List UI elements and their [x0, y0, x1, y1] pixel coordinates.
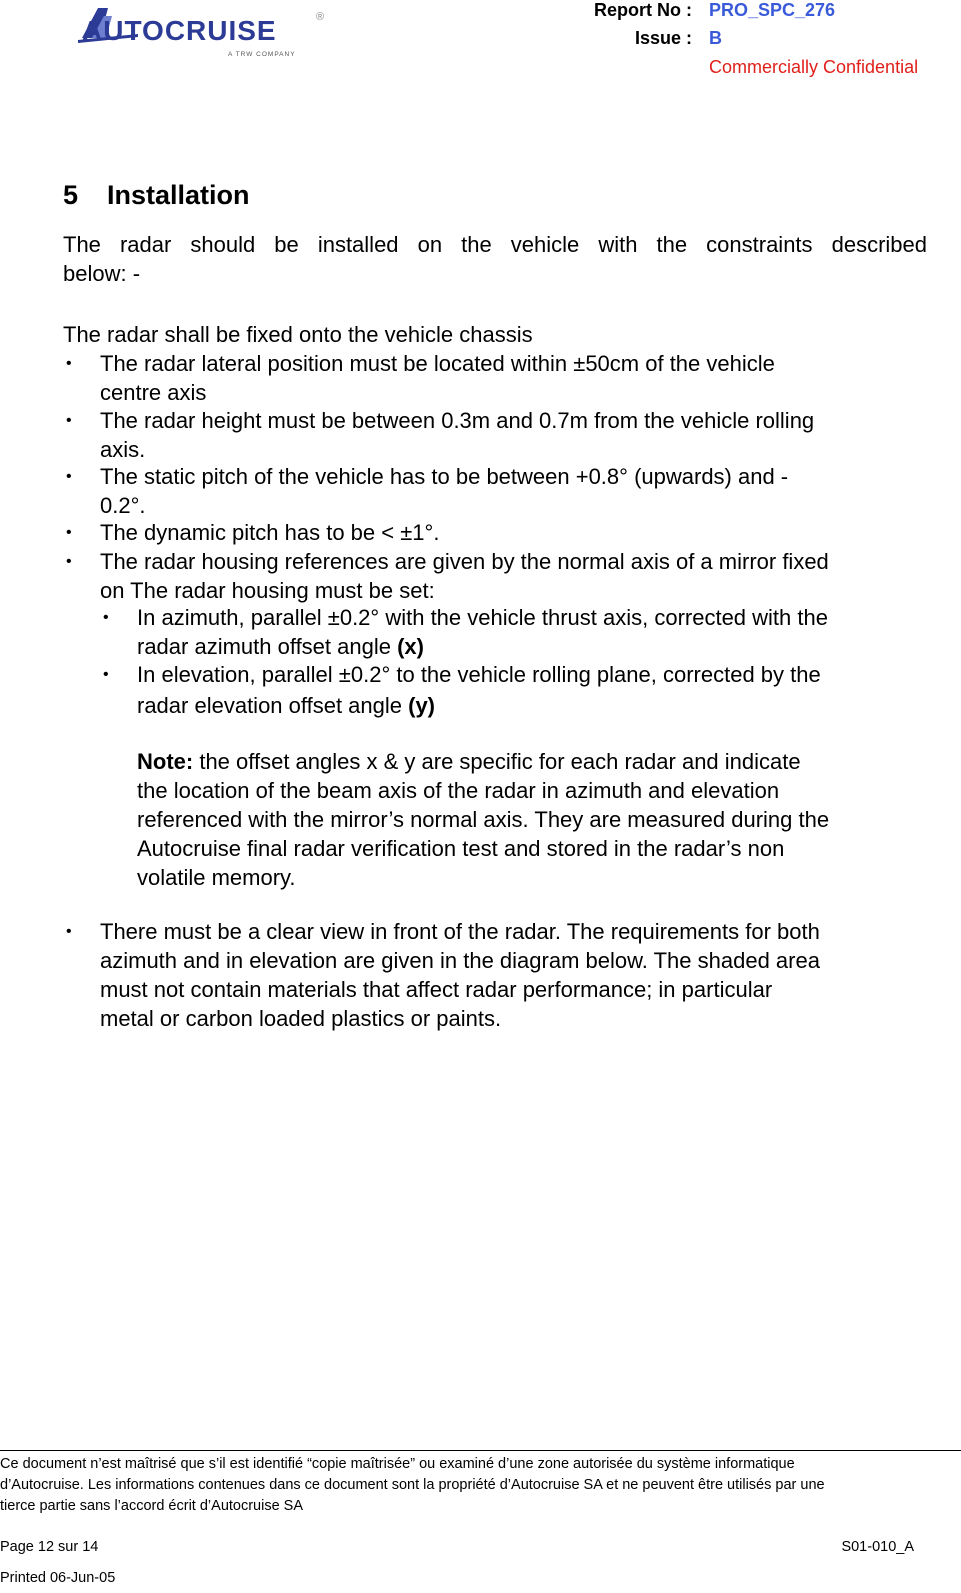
list-item-line: must not contain materials that affect radar performance; in particular — [100, 977, 773, 1002]
bullet-icon: • — [66, 524, 72, 541]
sub-list-item — [103, 660, 937, 720]
footer-divider — [0, 1450, 961, 1451]
bullet-icon: • — [66, 412, 72, 429]
bullet-icon: • — [66, 923, 72, 940]
autocruise-logo — [78, 4, 328, 60]
note-line: volatile memory. — [137, 865, 296, 890]
list-item-line: The radar lateral position must be located within ±50cm of the vehicle — [100, 351, 775, 376]
bullet-icon: • — [66, 468, 72, 485]
note-block — [137, 747, 937, 892]
section-heading — [63, 180, 250, 211]
printed-date: Printed 06-Jun-05 — [0, 1570, 116, 1586]
list-item-line: radar azimuth offset angle — [137, 634, 398, 659]
list-item-line: The static pitch of the vehicle has to be between +0.8° (upwards) and - — [100, 464, 789, 489]
note-label: Note: — [137, 749, 194, 774]
sub-list-item — [103, 603, 937, 661]
list-item — [66, 349, 930, 407]
intro-line-1: The radar should be installed on the vehicle with the constraints described — [63, 232, 927, 257]
intro-line-2: below: - — [63, 261, 141, 286]
offset-angle-x: (x) — [397, 634, 424, 659]
note-line: Autocruise final radar verification test and stored in the radar’s non — [137, 836, 785, 861]
note-line: the location of the beam axis of the radar in azimuth and elevation — [137, 778, 780, 803]
list-item-line: The radar housing references are given by the normal axis of a mirror fixed — [100, 549, 829, 574]
list-item — [66, 547, 930, 605]
bullet-icon: • — [66, 355, 72, 372]
list-item — [66, 518, 930, 547]
bullet-icon: • — [66, 553, 72, 570]
list-item-line: radar elevation offset angle — [137, 693, 409, 718]
list-item-line: centre axis — [100, 380, 207, 405]
disclaimer-line: d’Autocruise. Les informations contenues dans ce document sont la propriété d’Autocruise SA et ne peuvent être utilisés par une — [0, 1477, 825, 1493]
list-item-line: azimuth and in elevation are given in the diagram below. The shaded area — [100, 948, 820, 973]
logo-wordmark: AUTOCRUISE — [82, 15, 277, 46]
registered-mark-icon: ® — [316, 11, 325, 23]
disclaimer-line: Ce document n’est maîtrisé que s’il est identifié “copie maîtrisée” ou examiné d’une zone autorisée du système informatique — [0, 1456, 795, 1472]
list-item-line: In elevation, parallel ±0.2° to the vehicle rolling plane, corrected by the — [137, 662, 821, 687]
list-item — [66, 462, 930, 520]
list-item-line: There must be a clear view in front of the radar. The requirements for both — [100, 919, 820, 944]
page-number: Page 12 sur 14 — [0, 1539, 99, 1555]
list-item-line: metal or carbon loaded plastics or paints. — [100, 1006, 502, 1031]
list-item — [66, 406, 930, 464]
document-code: S01-010_A — [841, 1539, 914, 1555]
issue-label: Issue : — [634, 28, 692, 48]
list-item-line: axis. — [100, 437, 146, 462]
list-item-line: The dynamic pitch has to be < ±1°. — [100, 520, 440, 545]
logo-tagline: A TRW COMPANY — [228, 51, 296, 58]
offset-angle-y: (y) — [408, 693, 436, 718]
list-item-line: The radar height must be between 0.3m and 0.7m from the vehicle rolling — [100, 408, 815, 433]
list-item-line: on The radar housing must be set: — [100, 578, 435, 603]
note-line: the offset angles x & y are specific for each radar and indicate — [193, 749, 801, 774]
issue-value: B — [709, 28, 722, 48]
section-title: Installation — [107, 180, 250, 210]
report-no-value: PRO_SPC_276 — [709, 0, 836, 20]
list-item-line: 0.2°. — [100, 493, 146, 518]
bullet-icon: • — [103, 609, 109, 626]
confidentiality-label: Commercially Confidential — [709, 57, 919, 77]
logo-graphic — [78, 4, 328, 60]
footer-disclaimer — [0, 1454, 958, 1517]
list-item — [66, 917, 930, 1033]
note-line: referenced with the mirror’s normal axis. They are measured during the — [137, 807, 830, 832]
bullet-icon: • — [103, 666, 109, 683]
section-number: 5 — [63, 180, 79, 210]
report-no-label: Report No : — [594, 0, 692, 20]
disclaimer-line: tierce partie sans l’accord écrit d’Autocruise SA — [0, 1498, 304, 1514]
list-item-line: In azimuth, parallel ±0.2° with the vehicle thrust axis, corrected with the — [137, 605, 828, 630]
lead-paragraph: The radar shall be fixed onto the vehicle chassis — [63, 322, 533, 347]
